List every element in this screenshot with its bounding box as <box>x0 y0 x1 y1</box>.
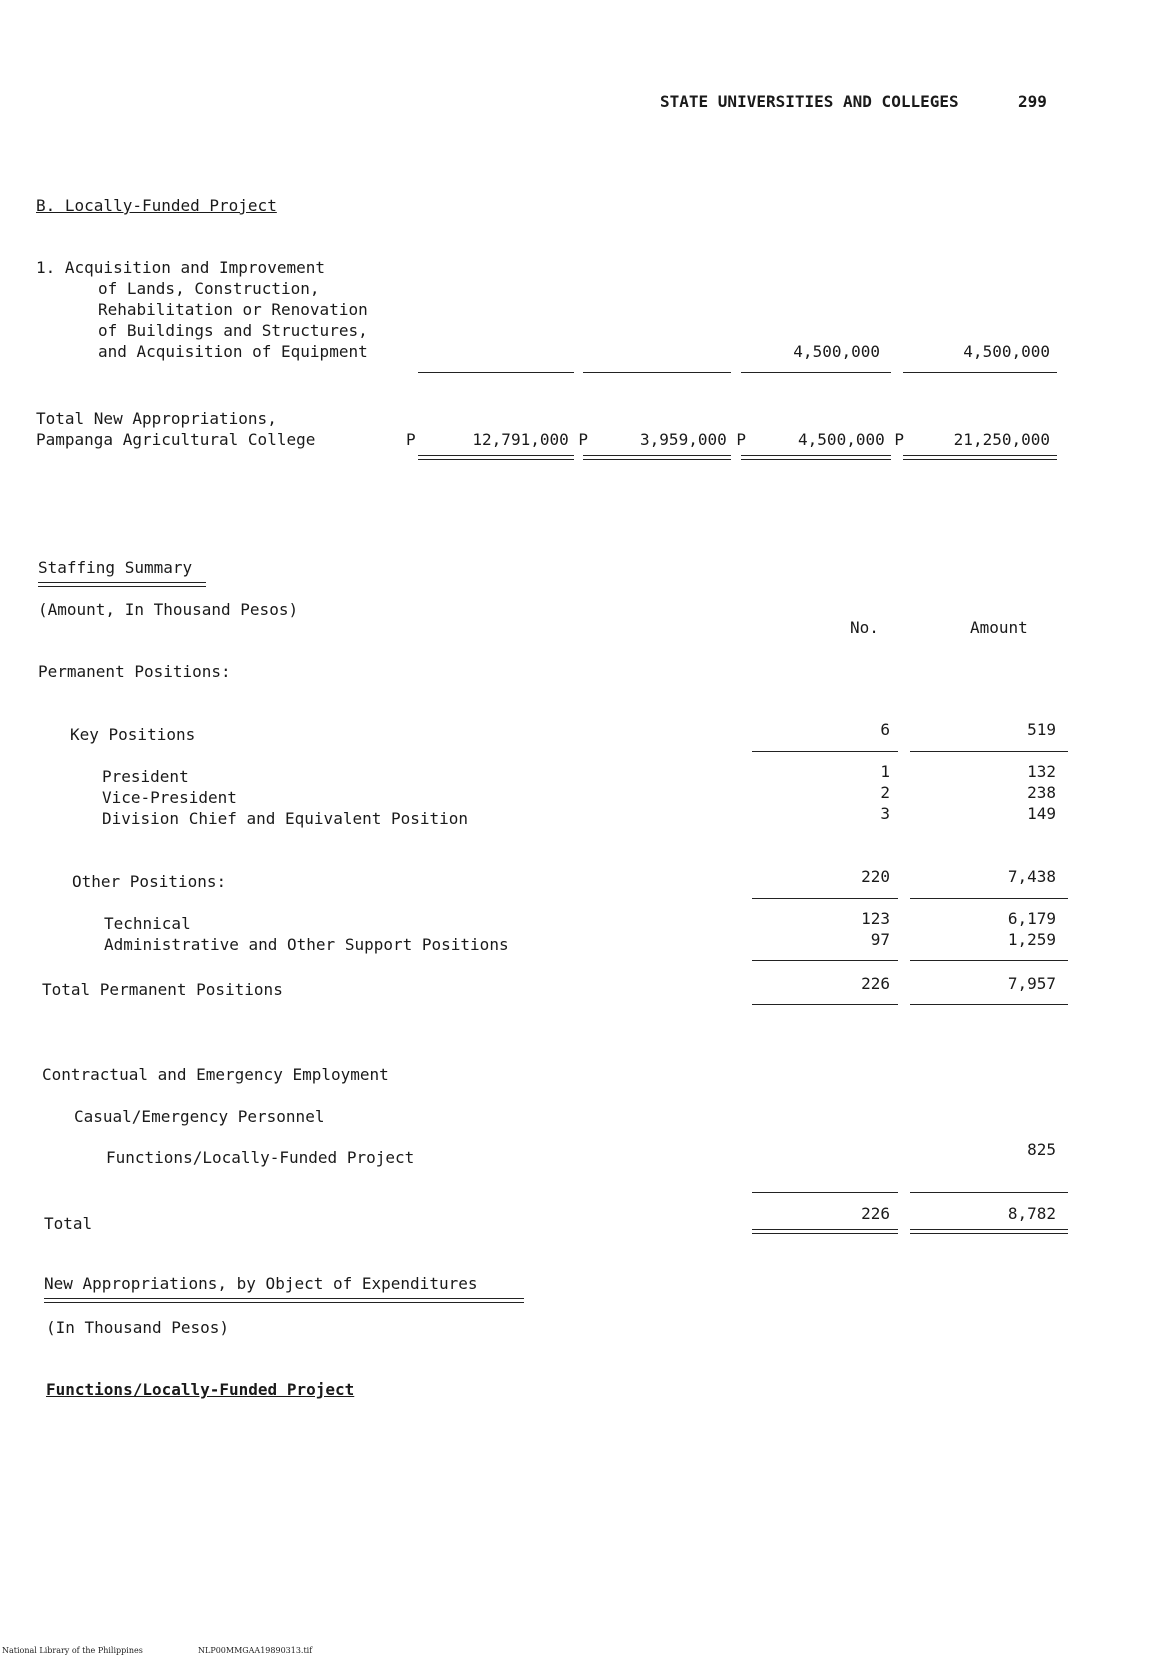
other-row-label: Administrative and Other Support Positions <box>104 935 509 954</box>
object-expenditures-unit-note: (In Thousand Pesos) <box>46 1318 230 1337</box>
key-row-amount: 132 <box>1027 762 1056 781</box>
double-rule <box>583 455 731 460</box>
permanent-positions-label: Permanent Positions: <box>38 662 231 681</box>
staffing-title-rule <box>38 582 206 587</box>
page-number: 299 <box>1018 92 1047 111</box>
key-positions-no: 6 <box>880 720 890 739</box>
other-row-amount: 1,259 <box>1007 930 1056 949</box>
key-row-no: 1 <box>880 762 890 781</box>
double-rule <box>418 455 574 460</box>
rule <box>752 1004 898 1005</box>
rule <box>910 751 1068 752</box>
rule <box>903 372 1057 373</box>
other-positions-label: Other Positions: <box>72 872 227 891</box>
section-b-title: B. Locally-Funded Project <box>36 196 277 215</box>
key-positions-label: Key Positions <box>70 725 196 744</box>
functions-amount: 825 <box>1027 1140 1056 1159</box>
rule <box>583 372 731 373</box>
key-row-amount: 238 <box>1027 783 1056 802</box>
grand-total-no: 226 <box>861 1204 890 1223</box>
item1-col3: 4,500,000 <box>793 342 880 361</box>
rule <box>910 1192 1068 1193</box>
running-title: STATE UNIVERSITIES AND COLLEGES <box>660 92 959 111</box>
rule <box>752 898 898 899</box>
key-row-no: 2 <box>880 783 890 802</box>
total-permanent-label: Total Permanent Positions <box>42 980 283 999</box>
rule <box>741 372 891 373</box>
peso-sign: P <box>406 430 416 449</box>
double-rule <box>752 1229 898 1234</box>
footer-file-id: NLP00MMGAA19890313.tif <box>198 1646 313 1655</box>
footer-library: National Library of the Philippines <box>2 1646 143 1655</box>
other-row-no: 97 <box>870 930 890 949</box>
other-positions-no: 220 <box>861 867 890 886</box>
total-permanent-no: 226 <box>861 974 890 993</box>
object-expenditures-title: New Appropriations, by Object of Expenditures <box>44 1274 478 1293</box>
col-no-header: No. <box>850 618 879 637</box>
total-new-appropriations-line2: Pampanga Agricultural College <box>36 430 316 449</box>
staffing-unit-note: (Amount, In Thousand Pesos) <box>38 600 299 619</box>
double-rule <box>741 455 891 460</box>
rule <box>910 898 1068 899</box>
key-row-label: President <box>102 767 189 786</box>
casual-label: Casual/Emergency Personnel <box>74 1107 325 1126</box>
contractual-label: Contractual and Emergency Employment <box>42 1065 389 1084</box>
total-col3: 4,500,000 P <box>798 430 904 449</box>
item1-line1: 1. Acquisition and Improvement <box>36 258 325 277</box>
total-grand: 21,250,000 <box>953 430 1050 449</box>
key-row-no: 3 <box>880 804 890 823</box>
rule <box>752 1192 898 1193</box>
other-row-amount: 6,179 <box>1007 909 1056 928</box>
grand-total-label: Total <box>44 1214 93 1233</box>
total-col1: 12,791,000 P <box>472 430 588 449</box>
key-row-label: Division Chief and Equivalent Position <box>102 809 469 828</box>
double-rule <box>910 1229 1068 1234</box>
other-row-label: Technical <box>104 914 191 933</box>
functions-label: Functions/Locally-Funded Project <box>106 1148 415 1167</box>
other-row-no: 123 <box>861 909 890 928</box>
object-expenditures-subheading: Functions/Locally-Funded Project <box>46 1380 355 1399</box>
key-positions-amount: 519 <box>1027 720 1056 739</box>
total-col2: 3,959,000 P <box>640 430 746 449</box>
key-row-amount: 149 <box>1027 804 1056 823</box>
item1-total: 4,500,000 <box>963 342 1050 361</box>
rule <box>910 1004 1068 1005</box>
grand-total-amount: 8,782 <box>1007 1204 1056 1223</box>
rule <box>418 372 574 373</box>
item1-line5: and Acquisition of Equipment <box>98 342 368 361</box>
object-expenditures-rule <box>44 1298 524 1303</box>
key-row-label: Vice-President <box>102 788 237 807</box>
rule <box>752 960 898 961</box>
total-permanent-amount: 7,957 <box>1007 974 1056 993</box>
item1-line3: Rehabilitation or Renovation <box>98 300 368 319</box>
item1-line4: of Buildings and Structures, <box>98 321 368 340</box>
staffing-title: Staffing Summary <box>38 558 193 577</box>
rule <box>752 751 898 752</box>
rule <box>910 960 1068 961</box>
double-rule <box>903 455 1057 460</box>
total-new-appropriations-line1: Total New Appropriations, <box>36 409 277 428</box>
item1-line2: of Lands, Construction, <box>98 279 320 298</box>
other-positions-amount: 7,438 <box>1007 867 1056 886</box>
col-amount-header: Amount <box>970 618 1028 637</box>
